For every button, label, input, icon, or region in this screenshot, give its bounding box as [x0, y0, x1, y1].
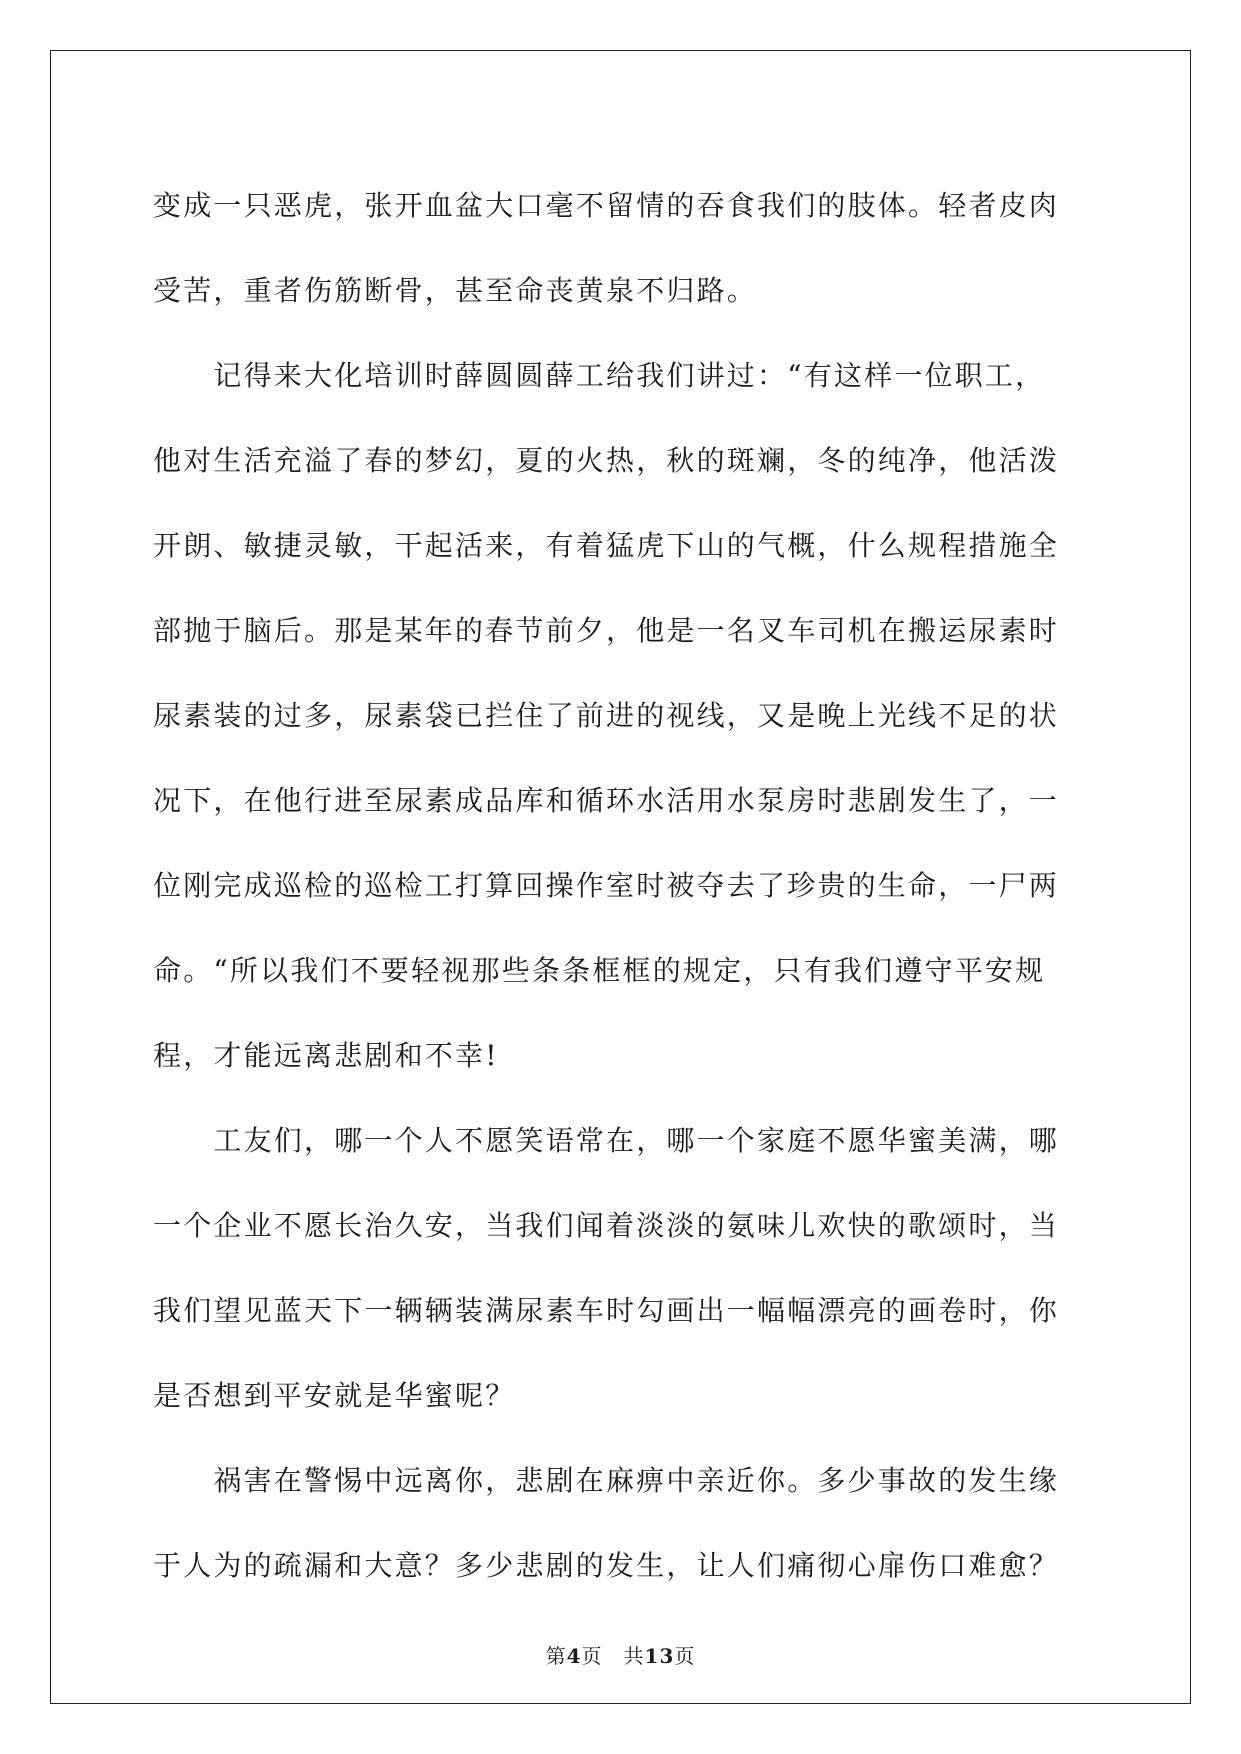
text-line: 他对生活充溢了春的梦幻，夏的火热，秋的斑斓，冬的纯净，他活泼	[153, 444, 1060, 477]
text-line: 况下，在他行进至尿素成品库和循环水活用水泵房时悲剧发生了，一	[153, 784, 1060, 817]
text-line: 命。“所以我们不要轻视那些条条框框的规定，只有我们遵守平安规	[153, 954, 1046, 987]
text-line: 受苦，重者伤筋断骨，甚至命丧黄泉不归路。	[153, 274, 758, 307]
document-body	[153, 163, 1093, 1608]
text-line: 祸害在警惕中远离你，悲剧在麻痹中亲近你。多少事故的发生缘	[153, 1464, 1060, 1497]
text-line: 位刚完成巡检的巡检工打算回操作室时被夺去了珍贵的生命，一尸两	[153, 869, 1060, 902]
text-line: 开朗、敏捷灵敏，干起活来，有着猛虎下山的气概，什么规程措施全	[153, 529, 1060, 562]
text-line: 记得来大化培训时薛圆圆薛工给我们讲过：“有这样一位职工，	[153, 359, 1046, 392]
footer-middle: 页 共	[581, 1644, 645, 1668]
text-line: 部抛于脑后。那是某年的春节前夕，他是一名叉车司机在搬运尿素时	[153, 614, 1060, 647]
text-line: 于人为的疏漏和大意？多少悲剧的发生，让人们痛彻心扉伤口难愈？	[153, 1549, 1060, 1582]
text-line: 是否想到平安就是华蜜呢？	[153, 1379, 516, 1412]
page-number: 4	[566, 1644, 582, 1668]
footer-suffix: 页	[674, 1644, 696, 1668]
total-pages: 13	[644, 1644, 675, 1668]
text-line: 工友们，哪一个人不愿笑语常在，哪一个家庭不愿华蜜美满，哪	[153, 1124, 1060, 1157]
text-line: 一个企业不愿长治久安，当我们闻着淡淡的氨味儿欢快的歌颂时，当	[153, 1209, 1060, 1242]
footer-prefix: 第	[545, 1644, 567, 1668]
text-line: 变成一只恶虎，张开血盆大口毫不留情的吞食我们的肢体。轻者皮肉	[153, 189, 1060, 222]
page-footer	[0, 1640, 1241, 1669]
text-line: 尿素装的过多，尿素袋已拦住了前进的视线，又是晚上光线不足的状	[153, 699, 1060, 732]
text-line: 我们望见蓝天下一辆辆装满尿素车时勾画出一幅幅漂亮的画卷时，你	[153, 1294, 1060, 1327]
text-line: 程，才能远离悲剧和不幸!	[153, 1039, 499, 1072]
